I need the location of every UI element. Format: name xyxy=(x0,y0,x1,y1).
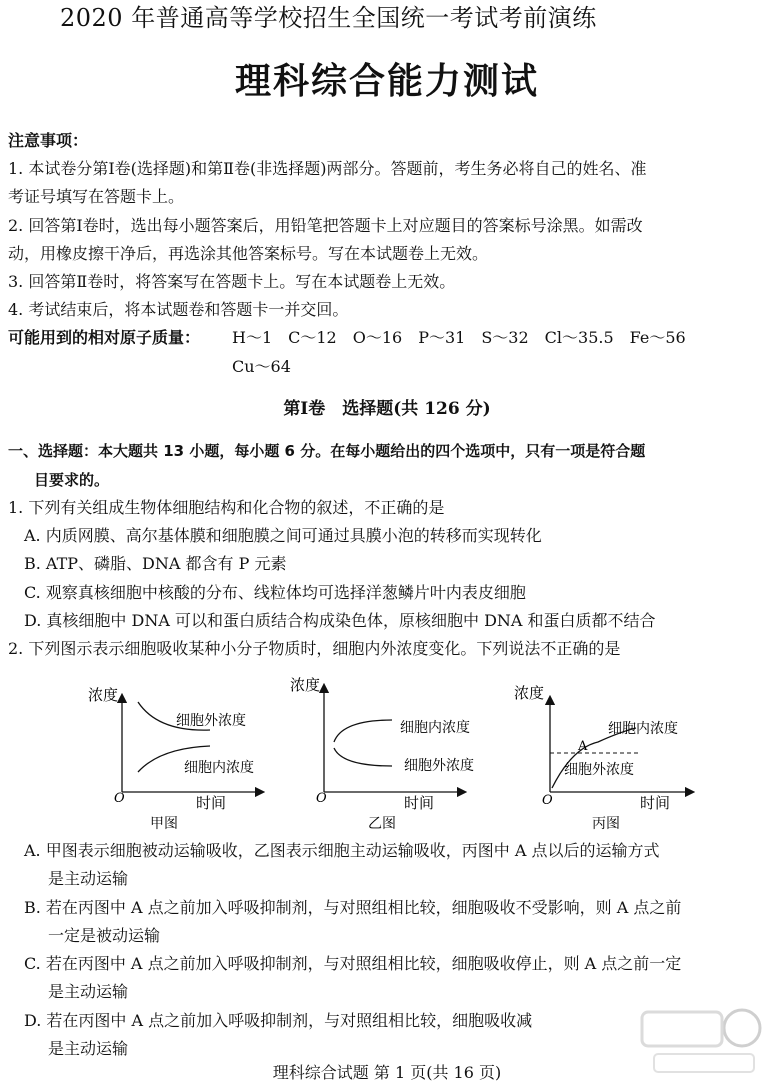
notice-item: 3. 回答第Ⅱ卷时，将答案写在答题卡上。写在本试题卷上无效。 xyxy=(8,272,456,291)
series-label: 细胞内浓度 xyxy=(608,721,678,737)
notice-item: 考证号填写在答题卡上。 xyxy=(8,187,185,206)
series-label: 细胞外浓度 xyxy=(404,758,474,774)
question-2-option-a: A. 甲图表示细胞被动运输吸收，乙图表示细胞主动运输吸收，丙图中 A 点以后的运输方式 xyxy=(24,841,660,860)
atomic-mass-values: H～1 C～12 O～16 P～31 S～32 Cl～35.5 Fe～56 xyxy=(232,328,686,347)
y-axis-label: 浓度 xyxy=(88,686,119,704)
page-footer: 理科综合试题 第 1 页(共 16 页) xyxy=(272,1063,502,1082)
series-label: 细胞外浓度 xyxy=(564,762,634,778)
atomic-mass-values-2: Cu～64 xyxy=(232,357,291,376)
section-title: 第Ⅰ卷 选择题(共 126 分) xyxy=(283,399,491,419)
question-1-stem: 1. 下列有关组成生物体细胞结构和化合物的叙述，不正确的是 xyxy=(8,498,445,517)
origin-label: O xyxy=(542,793,553,808)
point-a-label: A xyxy=(578,739,588,754)
origin-label: O xyxy=(316,791,327,806)
exam-title: 2020 年普通高等学校招生全国统一考试考前演练 xyxy=(60,4,597,32)
main-title: 理科综合能力测试 xyxy=(234,61,539,102)
question-2-option-c-cont: 是主动运输 xyxy=(48,982,129,1001)
question-2-option-b-cont: 一定是被动运输 xyxy=(48,926,161,945)
question-1-option-c: C. 观察真核细胞中核酸的分布、线粒体均可选择洋葱鳞片叶内表皮细胞 xyxy=(24,583,526,602)
question-2-option-b: B. 若在丙图中 A 点之前加入呼吸抑制剂，与对照组相比较，细胞吸收不受影响，则 A 点之前 xyxy=(24,898,682,917)
notice-item: 1. 本试卷分第Ⅰ卷(选择题)和第Ⅱ卷(非选择题)两部分。答题前，考生务必将自己的姓名、准 xyxy=(8,159,647,178)
chart-caption: 甲图 xyxy=(150,816,178,832)
x-axis-label: 时间 xyxy=(196,794,227,812)
question-2-option-a-cont: 是主动运输 xyxy=(48,869,129,888)
watermark-logo xyxy=(634,1000,764,1080)
x-axis-label: 时间 xyxy=(404,794,435,812)
chart-bing xyxy=(512,670,722,840)
notice-item: 2. 回答第Ⅰ卷时，选出每小题答案后，用铅笔把答题卡上对应题目的答案标号涂黑。如需改 xyxy=(8,216,643,235)
curve-inside xyxy=(334,720,392,742)
x-axis-label: 时间 xyxy=(640,794,671,812)
notice-item: 动，用橡皮擦干净后，再选涂其他答案标号。写在本试题卷上无效。 xyxy=(8,244,489,263)
series-label: 细胞外浓度 xyxy=(176,713,246,729)
curve-inside xyxy=(552,728,636,788)
notice-heading: 注意事项： xyxy=(8,131,89,150)
chart-caption: 乙图 xyxy=(368,816,396,832)
chart-jia xyxy=(80,670,280,840)
part-instructions: 一、选择题：本大题共 13 小题，每小题 6 分。在每小题给出的四个选项中，只有一项是符合题 xyxy=(8,442,646,460)
notice-item: 4. 考试结束后，将本试题卷和答题卡一并交回。 xyxy=(8,300,349,319)
chart-caption: 丙图 xyxy=(592,816,620,832)
series-label: 细胞内浓度 xyxy=(184,760,254,776)
question-2-stem: 2. 下列图示表示细胞吸收某种小分子物质时，细胞内外浓度变化。下列说法不正确的是 xyxy=(8,639,621,658)
y-axis-label: 浓度 xyxy=(514,684,545,702)
series-label: 细胞内浓度 xyxy=(400,720,470,736)
part-instructions-2: 目要求的。 xyxy=(34,471,110,489)
chart-yi xyxy=(282,670,502,840)
origin-label: O xyxy=(114,791,125,806)
question-2-option-c: C. 若在丙图中 A 点之前加入呼吸抑制剂，与对照组相比较，细胞吸收停止，则 A 点之前一定 xyxy=(24,954,682,973)
question-1-option-d: D. 真核细胞中 DNA 可以和蛋白质结合构成染色体，原核细胞中 DNA 和蛋白质都不结合 xyxy=(24,611,656,630)
question-2-option-d: D. 若在丙图中 A 点之前加入呼吸抑制剂，与对照组相比较，细胞吸收减 xyxy=(24,1011,533,1030)
question-2-option-d-cont: 是主动运输 xyxy=(48,1039,129,1058)
y-axis-label: 浓度 xyxy=(290,676,321,694)
question-1-option-b: B. ATP、磷脂、DNA 都含有 P 元素 xyxy=(24,554,287,573)
curve-outside xyxy=(334,748,392,766)
atomic-mass-label: 可能用到的相对原子质量： xyxy=(8,328,201,347)
question-1-option-a: A. 内质网膜、高尔基体膜和细胞膜之间可通过具膜小泡的转移而实现转化 xyxy=(24,526,542,545)
